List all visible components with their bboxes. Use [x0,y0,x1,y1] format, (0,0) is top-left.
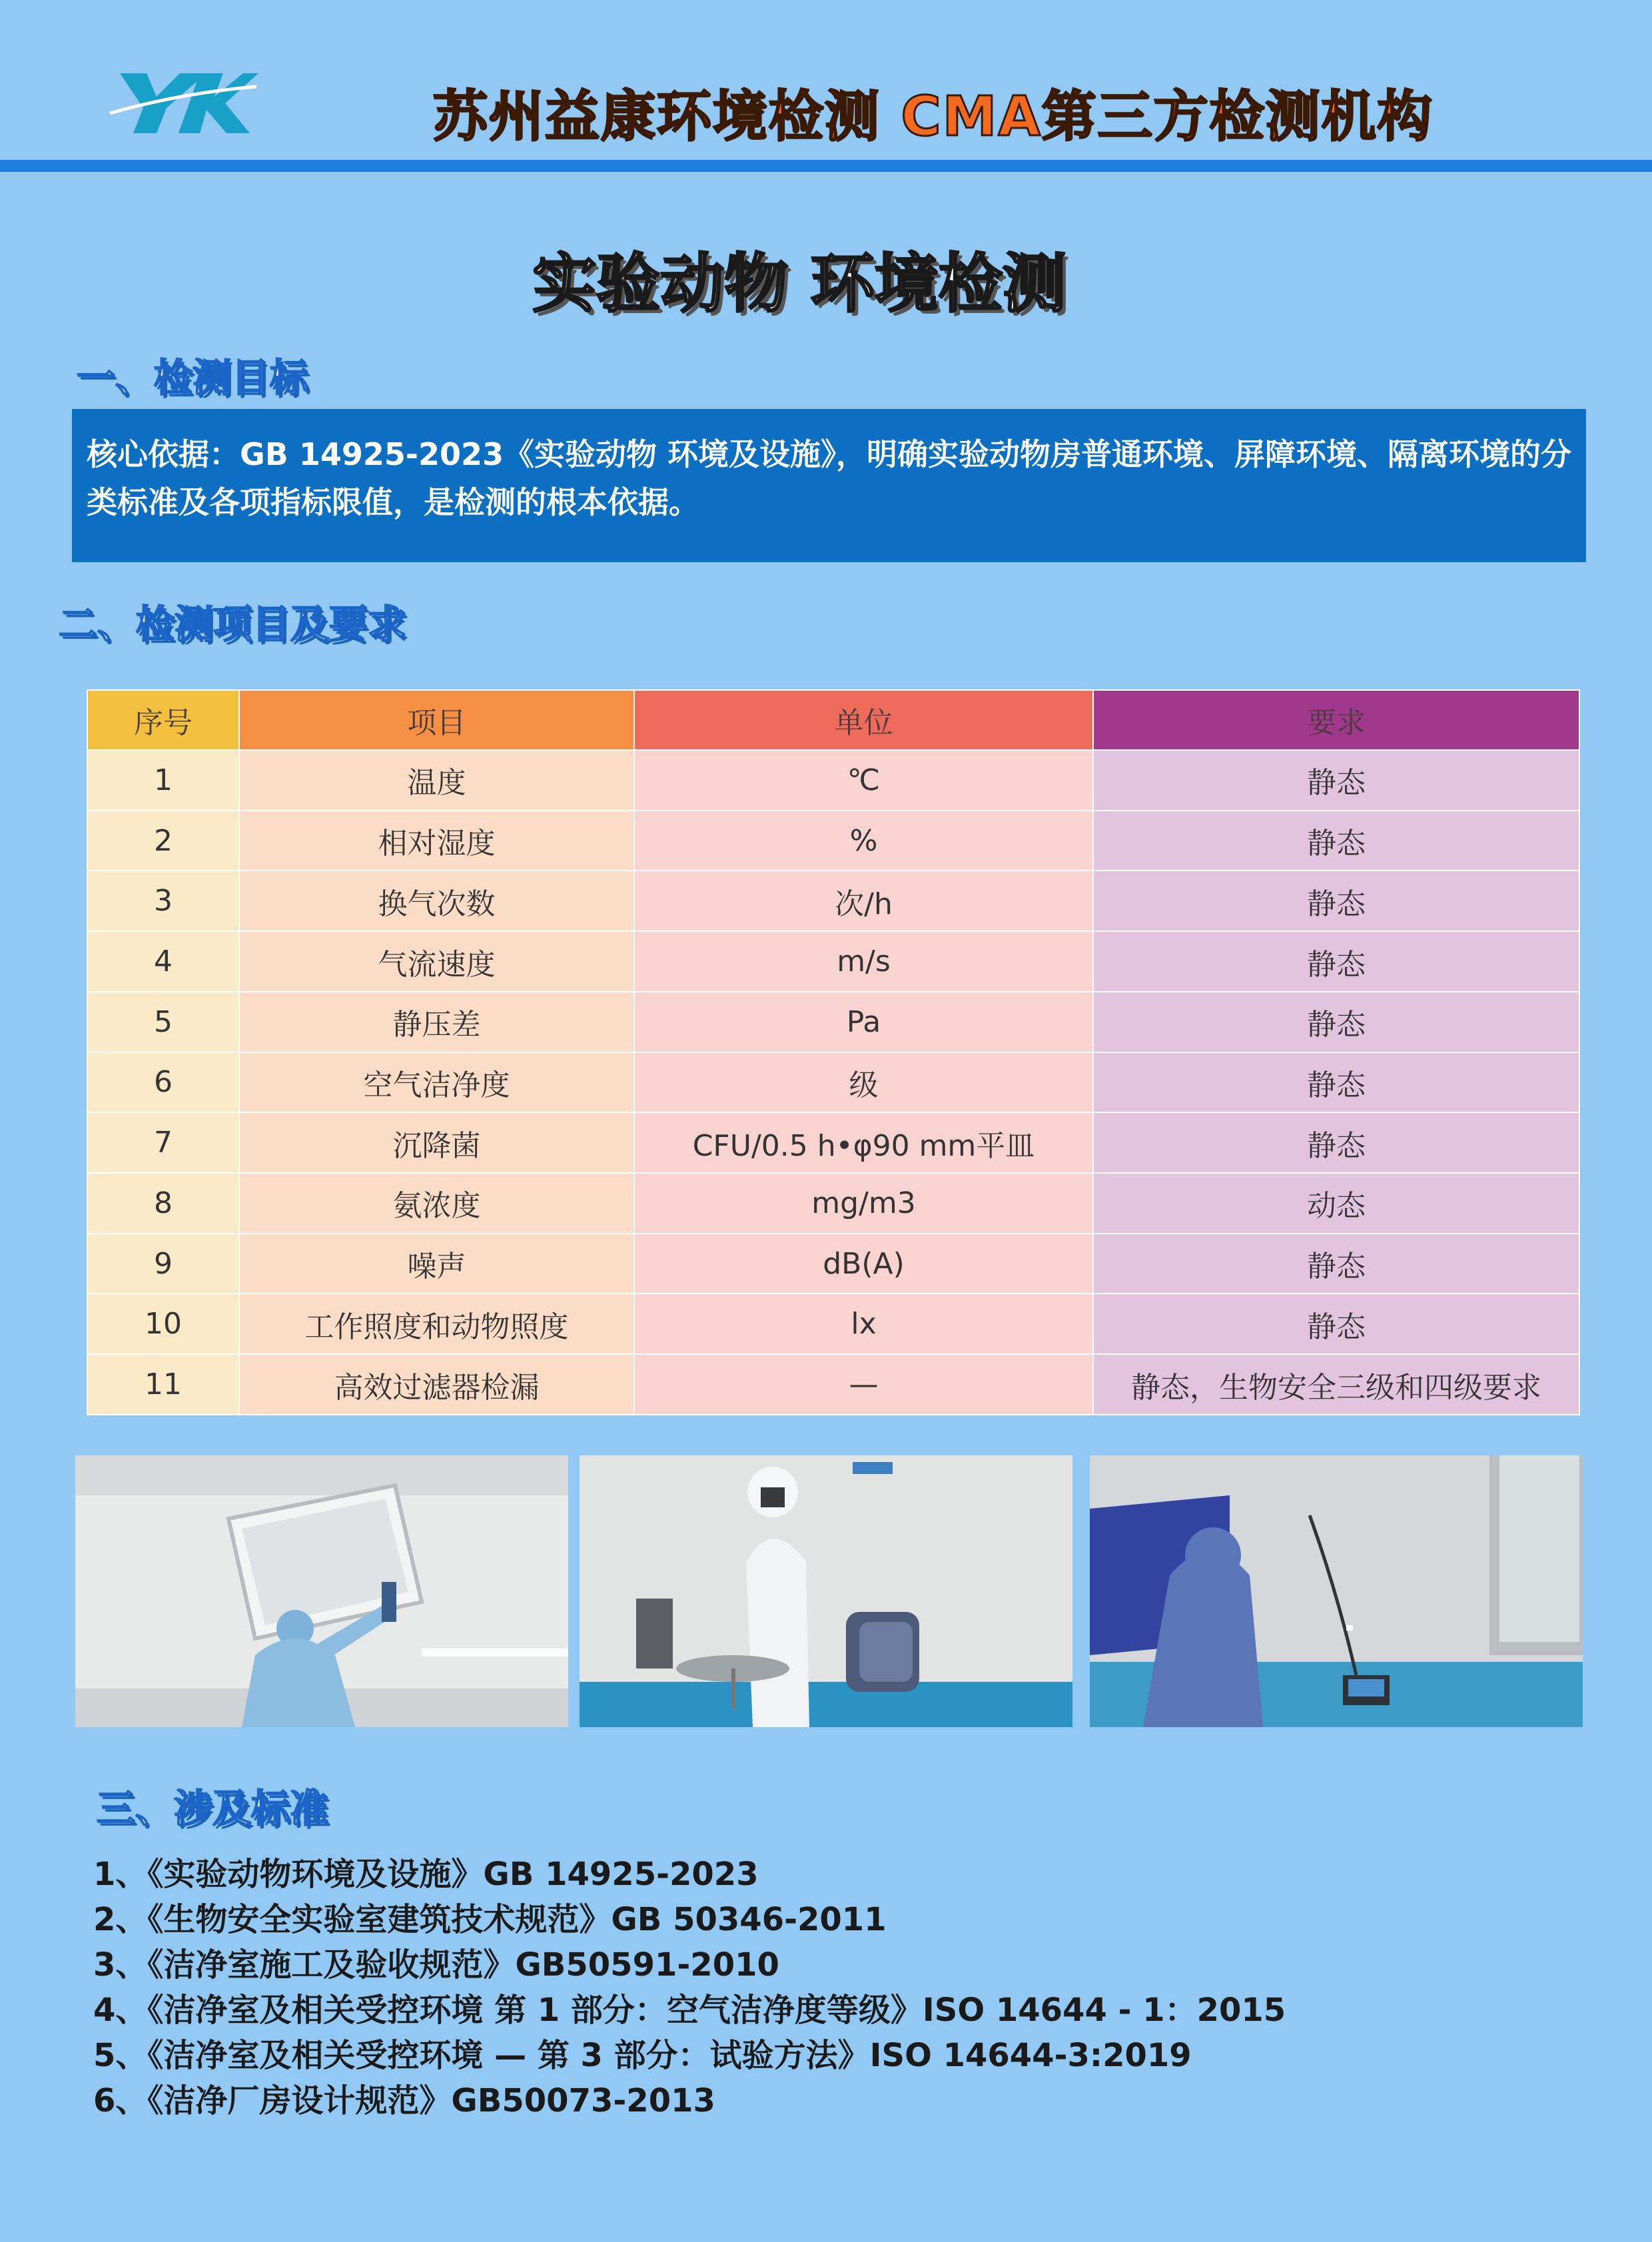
column-header-index: 序号 [87,690,239,750]
cell-item: 氨浓度 [239,1173,634,1234]
photo-filter-inspection [75,1455,568,1727]
table-header-row [87,690,1579,750]
table-row [87,811,1579,871]
cell-requirement: 静态 [1093,811,1579,871]
column-header-item: 项目 [239,690,634,750]
cell-item: 相对湿度 [239,811,634,871]
section-heading-standards: 三、涉及标准 [97,1786,329,1831]
standard-item: 5、《洁净室及相关受控环境 — 第 3 部分：试验方法》ISO 14644-3:2019 [93,2037,1192,2074]
cell-unit: % [634,811,1093,871]
cell-index: 6 [87,1052,239,1113]
section-heading-items: 二、检测项目及要求 [59,601,407,647]
cell-index: 7 [87,1112,239,1173]
cell-unit: CFU/0.5 h•φ90 mm平皿 [634,1112,1093,1173]
standard-item: 4、《洁净室及相关受控环境 第 1 部分：空气洁净度等级》ISO 14644 - 1：2015 [93,1992,1286,2029]
cell-requirement: 静态，生物安全三级和四级要求 [1093,1354,1579,1415]
cell-requirement: 动态 [1093,1173,1579,1234]
cell-item: 沉降菌 [239,1112,634,1173]
header [0,0,1652,161]
standard-item: 1、《实验动物环境及设施》GB 14925-2023 [93,1856,759,1893]
cell-index: 8 [87,1173,239,1234]
cell-index: 3 [87,871,239,931]
cell-item: 高效过滤器检漏 [239,1354,634,1415]
cell-requirement: 静态 [1093,1294,1579,1354]
table-body [87,750,1579,1415]
cell-requirement: 静态 [1093,871,1579,931]
standard-item: 6、《洁净厂房设计规范》GB50073-2013 [93,2082,715,2119]
cell-item: 气流速度 [239,931,634,992]
table-row [87,1112,1579,1173]
core-basis-box [72,409,1586,562]
cell-item: 温度 [239,750,634,811]
header-divider [0,160,1652,172]
organization-title: 苏州益康环境检测 CMA第三方检测机构 [433,85,1434,149]
cell-item: 静压差 [239,992,634,1052]
table-row [87,1173,1579,1234]
cell-index: 4 [87,931,239,992]
cell-requirement: 静态 [1093,931,1579,992]
table-row [87,1052,1579,1113]
table-row [87,871,1579,931]
column-header-requirement: 要求 [1093,690,1579,750]
cell-item: 空气洁净度 [239,1052,634,1113]
cell-unit: dB(A) [634,1234,1093,1294]
section-heading-goal: 一、检测目标 [77,355,309,400]
table-row [87,750,1579,811]
table-row [87,1234,1579,1294]
cell-requirement: 静态 [1093,1234,1579,1294]
cell-index: 9 [87,1234,239,1294]
photo-cleanroom-measurement [1090,1455,1583,1727]
table-row [87,1294,1579,1354]
requirements-table [87,689,1580,1415]
page-title: 实验动物 环境检测 [532,246,1066,321]
cell-item: 工作照度和动物照度 [239,1294,634,1354]
cell-index: 5 [87,992,239,1052]
cell-requirement: 静态 [1093,1052,1579,1113]
company-logo [107,67,260,140]
cell-unit: 次/h [634,871,1093,931]
cell-item: 噪声 [239,1234,634,1294]
photo-settling-bacteria-sampling [580,1455,1072,1727]
cell-requirement: 静态 [1093,992,1579,1052]
cell-index: 1 [87,750,239,811]
cell-unit: 级 [634,1052,1093,1113]
cell-item: 换气次数 [239,871,634,931]
cell-unit: Pa [634,992,1093,1052]
core-basis-text: 核心依据：GB 14925-2023《实验动物 环境及设施》，明确实验动物房普通环境、屏障环境、隔离环境的分类标准及各项指标限值，是检测的根本依据。 [87,436,1572,520]
cell-index: 10 [87,1294,239,1354]
cell-unit: lx [634,1294,1093,1354]
cell-unit: mg/m3 [634,1173,1093,1234]
cell-unit: ℃ [634,750,1093,811]
table-row [87,931,1579,992]
standard-item: 3、《洁净室施工及验收规范》GB50591-2010 [93,1946,779,1984]
cell-requirement: 静态 [1093,750,1579,811]
cell-index: 2 [87,811,239,871]
table-row [87,992,1579,1052]
standard-item: 2、《生物安全实验室建筑技术规范》GB 50346-2011 [93,1901,887,1938]
column-header-unit: 单位 [634,690,1093,750]
cell-requirement: 静态 [1093,1112,1579,1173]
cell-unit: m/s [634,931,1093,992]
table-row [87,1354,1579,1415]
cell-index: 11 [87,1354,239,1415]
cell-unit: — [634,1354,1093,1415]
standards-list [93,1852,1592,2123]
